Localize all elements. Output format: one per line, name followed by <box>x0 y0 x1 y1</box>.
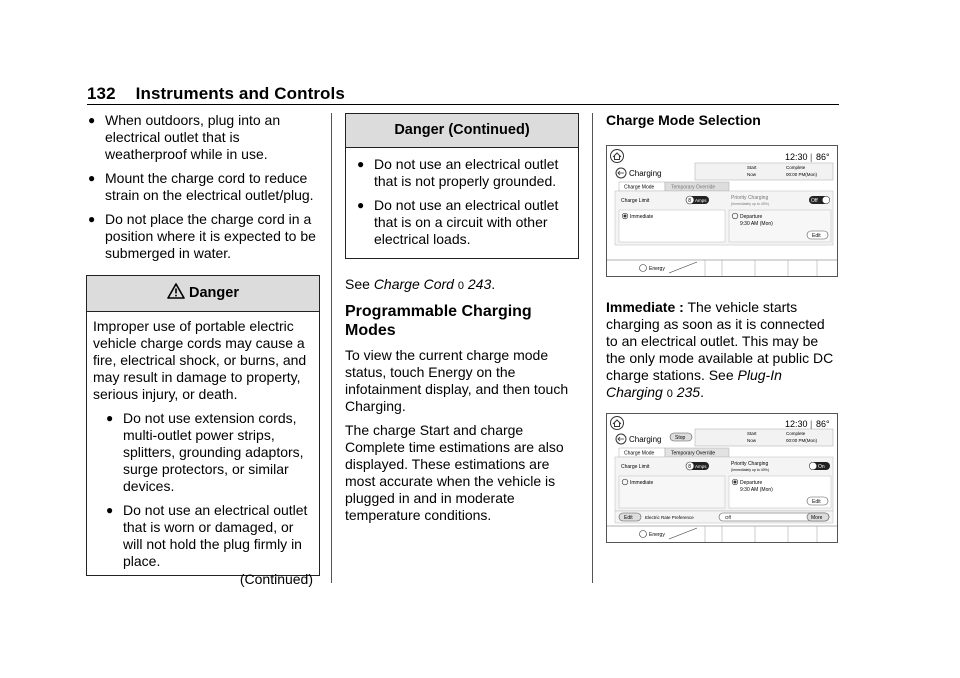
column-divider-1 <box>331 113 332 583</box>
energy-label: Energy <box>649 266 665 272</box>
column-divider-2 <box>592 113 593 583</box>
header-rule <box>87 104 839 105</box>
start-value: Now <box>747 438 757 443</box>
time-separator: | <box>810 152 813 162</box>
clock: 12:30 <box>785 419 808 429</box>
start-label: Start <box>747 431 757 436</box>
start-label: Start <box>747 165 757 170</box>
section-heading: Programmable Charging Modes <box>345 303 532 339</box>
start-value: Now <box>747 172 757 177</box>
column-1 <box>87 112 319 269</box>
time-separator: | <box>810 419 813 429</box>
complete-value: 00:00 PM(Mon) <box>786 438 818 443</box>
rate-edit-label: Edit <box>624 515 633 521</box>
list-item: ● When outdoors, plug into an electrical outlet that is weatherproof while in use. <box>88 112 281 162</box>
list-item: ● Mount the charge cord to reduce strain on the electrical outlet/plug. <box>88 170 314 203</box>
danger-box <box>86 275 320 587</box>
departure-label: Departure <box>740 480 763 486</box>
tab-label: Temporary Override <box>671 450 716 457</box>
complete-label: Complete <box>786 165 806 170</box>
page-number: 132 <box>87 84 116 103</box>
column-2-text <box>345 276 581 531</box>
priority-sub: (Immediately up to 40%) <box>731 468 769 472</box>
amps-label: Amps <box>695 464 707 469</box>
tab-label: Temporary Override <box>671 184 716 191</box>
priority-label: Priority Charging <box>731 461 769 467</box>
complete-value: 00:00 PM(Mon) <box>786 172 818 177</box>
charge-screen-1 <box>606 145 838 277</box>
continued-label: (Continued) <box>239 571 313 587</box>
tab-label: Charge Mode <box>624 450 655 457</box>
list-item: ● Do not use an electrical outlet that is on a circuit with other electrical loads. <box>357 197 559 247</box>
charge-mode-heading: Charge Mode Selection <box>606 112 761 128</box>
screen-title: Charging <box>629 435 662 444</box>
amps-label: Amps <box>695 198 707 203</box>
list-item: ● Do not place the charge cord in a position where it is expected to be submerged in water. <box>88 211 316 261</box>
page-header <box>87 84 345 104</box>
immediate-label: Immediate <box>630 480 654 486</box>
charge-limit-label: Charge Limit <box>621 198 650 204</box>
list-item: ● Do not use an electrical outlet that is worn or damaged, or will not hold the plug firmly in place. <box>106 502 308 569</box>
amps-value: 8 <box>688 198 691 204</box>
more-label: More <box>811 515 823 521</box>
departure-time: 9:30 AM (Mon) <box>740 487 773 493</box>
paragraph: The charge Start and charge Complete time estimations are also displayed. These estimations are most accurate when the vehicle is plugged in and in moderate temperature conditions. <box>345 422 564 523</box>
warning-icon <box>167 283 185 299</box>
paragraph: To view the current charge mode status, touch Energy on the infotainment display, and then touch Charging. <box>345 347 569 414</box>
charge-limit-label: Charge Limit <box>621 464 650 470</box>
clock: 12:30 <box>785 152 808 162</box>
rate-label: Electric Rate Preference <box>645 515 694 520</box>
immediate-paragraph: Immediate : The vehicle starts charging as soon as it is connected to an electrical outlet. This may be the only mode available at public DC charge stations. See Plug-In Charging 0 235. <box>606 299 834 400</box>
immediate-label: Immediate <box>630 214 654 220</box>
edit-label: Edit <box>812 233 821 239</box>
temperature: 86° <box>816 152 830 162</box>
priority-label: Priority Charging <box>731 195 769 201</box>
tab-label: Charge Mode <box>624 184 655 191</box>
charge-screen-2 <box>606 413 838 543</box>
danger-continued-header: Danger (Continued) <box>346 114 578 148</box>
departure-label: Departure <box>740 214 763 220</box>
toggle-value: On <box>818 464 825 470</box>
toggle-value: Off <box>811 198 818 204</box>
list-item: ● Do not use extension cords, multi-outlet power strips, splitters, grounding adaptors, surge protectors, or similar devices. <box>106 410 304 494</box>
rate-value: Off <box>725 515 731 520</box>
danger-header: Danger <box>87 276 319 312</box>
departure-time: 9:30 AM (Mon) <box>740 221 773 227</box>
edit-label: Edit <box>812 499 821 505</box>
section-title: Instruments and Controls <box>135 84 345 103</box>
see-reference: See Charge Cord 0 243. <box>345 276 496 292</box>
danger-continued-box <box>345 113 579 259</box>
stop-label: Stop <box>675 435 686 441</box>
amps-value: 8 <box>688 464 691 470</box>
energy-label: Energy <box>649 532 665 538</box>
temperature: 86° <box>816 419 830 429</box>
screen-title: Charging <box>629 169 662 178</box>
list-item: ● Do not use an electrical outlet that is not properly grounded. <box>357 156 559 189</box>
complete-label: Complete <box>786 431 806 436</box>
danger-intro: Improper use of portable electric vehicle charge cords may cause a fire, electrical shock, or burns, and may result in damage to property, serious injury, or death. <box>93 318 307 402</box>
priority-sub: (Immediately up to 40%) <box>731 202 769 206</box>
